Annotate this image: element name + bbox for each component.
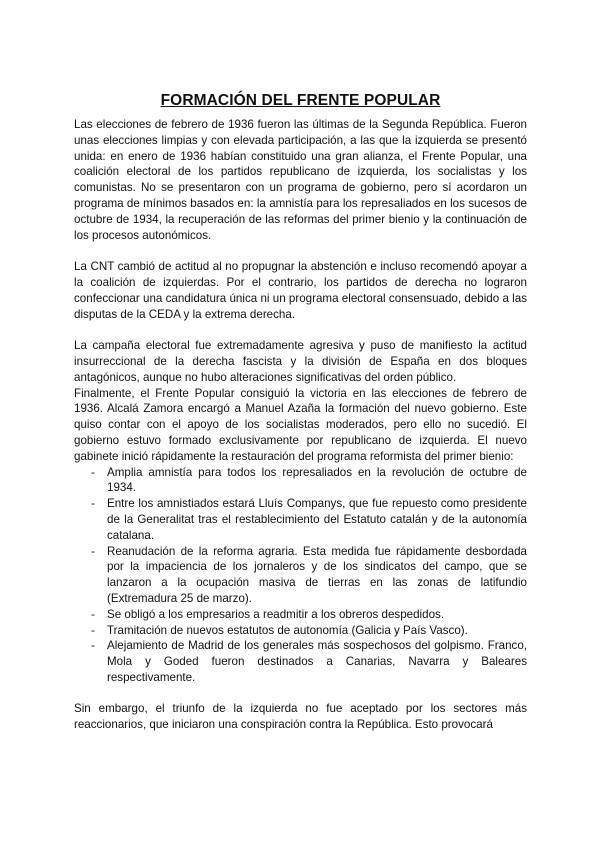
list-item-text: Reanudación de la reforma agraria. Esta medida fue rápidamente desbordada por la impaciencia de los jornaleros y de los sindicatos del campo, que se lanzaron a la ocupación masiva de tierras en las zonas de latifundio (Extremadura 25 de marzo). bbox=[107, 544, 527, 605]
list-item-text: Se obligó a los empresarios a readmitir a los obreros despedidos. bbox=[107, 607, 445, 621]
paragraph-victory: Finalmente, el Frente Popular consiguió la victoria en las elecciones de febrero de 1936. Alcalá Zamora encargó a Manuel Azaña la formación del nuevo gobierno. Este quiso contar con el apoyo de los socialistas moderados, pero ello no sucedió. El gobierno estuvo formado exclusivamente por republicano de izquierda. El nuevo gabinete inició rápidamente la restauración del programa reformista del primer bienio: bbox=[74, 386, 527, 463]
paragraph-conspiracy: Sin embargo, el triunfo de la izquierda no fue aceptado por los sectores más reaccionarios, que iniciaron una conspiración contra la República. Esto provocará bbox=[74, 702, 527, 732]
dash-bullet: - bbox=[91, 465, 95, 479]
list-item bbox=[74, 496, 527, 543]
list-item-text: Amplia amnistía para todos los represaliados en la revolución de octubre de 1934. bbox=[107, 465, 527, 495]
list-item bbox=[74, 544, 527, 607]
list-item-text: Alejamiento de Madrid de los generales más sospechosos del golpismo. Franco, Mola y Goded fueron destinados a Canarias, Navarra y Baleares respectivamente. bbox=[107, 639, 527, 684]
list-item-text: Tramitación de nuevos estatutos de autonomía (Galicia y País Vasco). bbox=[107, 623, 468, 637]
paragraph-elections: Las elecciones de febrero de 1936 fueron las últimas de la Segunda República. Fueron unas elecciones limpias y con elevada participación, a las que la izquierda se presentó unida: en enero de 1936 habían constituido una gran alianza, el Frente Popular, una coalición electoral de los partidos republicano de izquierda, los socialistas y los comunistas. No se presentaron con un programa de gobierno, pero sí acordaron un programa de mínimos basados en: la amnistía para los represaliados en los sucesos de octubre de 1934, la recuperación de las reformas del primer bienio y la continuación de los procesos autonómicos. bbox=[74, 118, 527, 242]
paragraph-gap bbox=[74, 322, 527, 338]
list-item bbox=[74, 623, 527, 639]
paragraph-gap bbox=[74, 243, 527, 259]
document-page bbox=[74, 92, 527, 733]
reform-list bbox=[74, 465, 527, 686]
page-title: FORMACIÓN DEL FRENTE POPULAR bbox=[160, 92, 441, 109]
paragraph-gap bbox=[74, 686, 527, 702]
list-item-text: Entre los amnistiados estará Lluís Companys, que fue repuesto como presidente de la Generalitat tras el restablecimiento del Estatuto catalán y de la autonomía catalana. bbox=[107, 497, 527, 542]
dash-bullet: - bbox=[91, 497, 95, 511]
list-item bbox=[74, 607, 527, 623]
list-item bbox=[74, 638, 527, 685]
dash-bullet: - bbox=[91, 544, 95, 558]
list-item bbox=[74, 465, 527, 497]
dash-bullet: - bbox=[91, 623, 95, 637]
dash-bullet: - bbox=[91, 639, 95, 653]
paragraph-campaign: La campaña electoral fue extremadamente agresiva y puso de manifiesto la actitud insurreccional de la derecha fascista y la división de España en dos bloques antagónicos, aunque no hubo alteraciones significativas del orden público. bbox=[74, 339, 527, 384]
paragraph-cnt: La CNT cambió de actitud al no propugnar la abstención e incluso recomendó apoyar a la coalición de izquierdas. Por el contrario, los partidos de derecha no lograron confeccionar una candidatura única ni un programa electoral consensuado, debido a las disputas de la CEDA y la extrema derecha. bbox=[74, 260, 527, 321]
dash-bullet: - bbox=[91, 607, 95, 621]
